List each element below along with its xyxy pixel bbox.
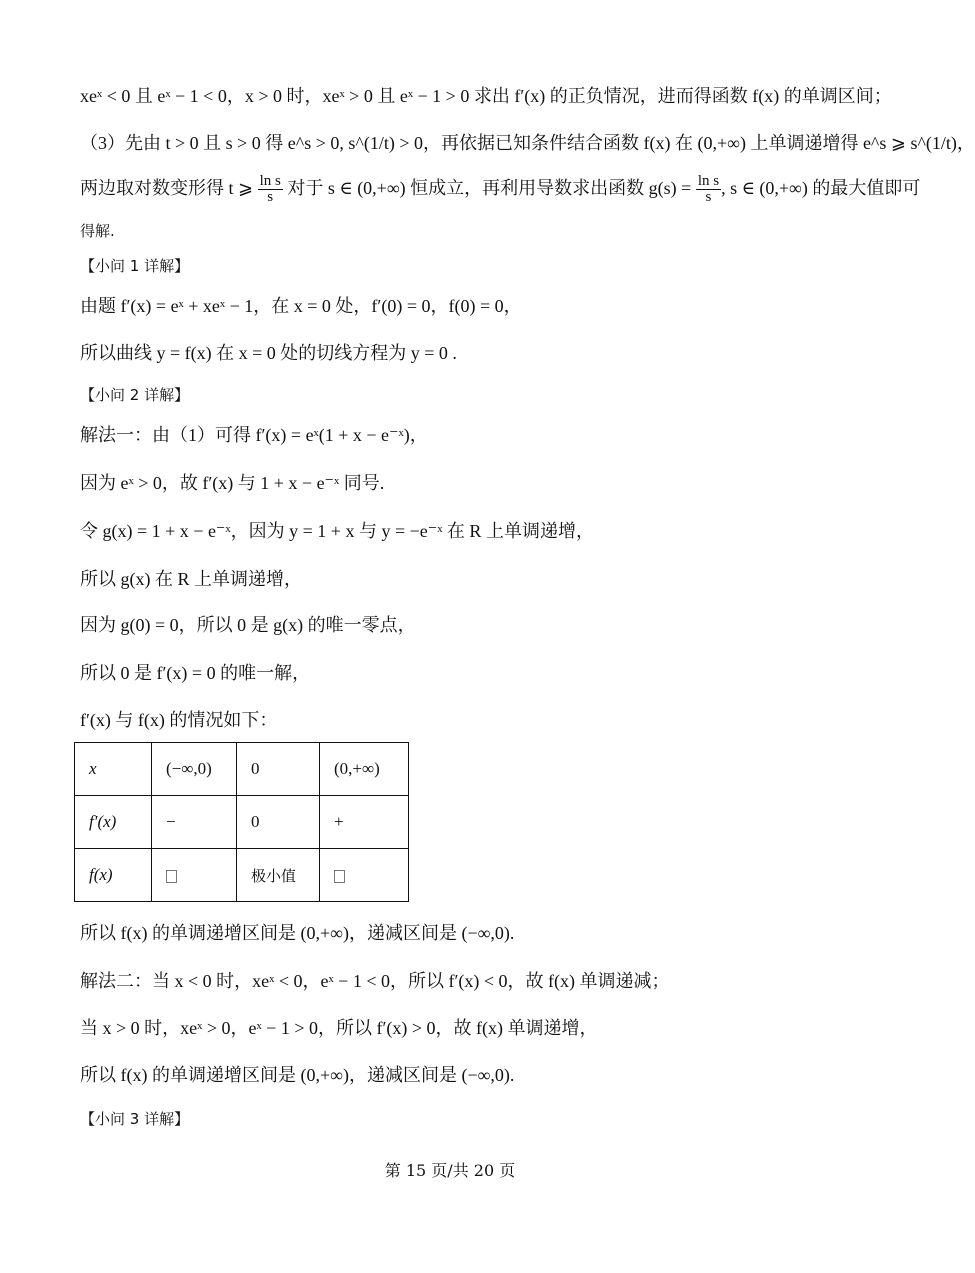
text-line-q2-11: 所以 f(x) 的单调递增区间是 (0,+∞)，递减区间是 (−∞,0). xyxy=(80,1065,515,1085)
text-line-q2-10: 当 x > 0 时，xeˣ > 0，eˣ − 1 > 0，所以 f′(x) > 0，故 f(x) 单调递增， xyxy=(80,1018,598,1038)
table-row xyxy=(75,849,409,902)
table-cell: − xyxy=(152,796,237,849)
table-cell: + xyxy=(320,796,409,849)
fraction-2-numerator: ln s xyxy=(697,172,720,189)
fraction-1-numerator: ln s xyxy=(259,172,281,189)
section-heading-3: 【小问 3 详解】 xyxy=(80,1110,190,1128)
text-line-q2-2: 因为 eˣ > 0，故 f′(x) 与 1 + x − e⁻ˣ 同号. xyxy=(80,473,385,493)
text-line-q2-6: 所以 0 是 f′(x) = 0 的唯一解， xyxy=(80,663,311,683)
page-footer: 第 15 页/共 20 页 xyxy=(384,1161,516,1180)
text-line-q2-7: f′(x) 与 f(x) 的情况如下： xyxy=(80,710,278,730)
text-line-q2-8: 所以 f(x) 的单调递增区间是 (0,+∞)，递减区间是 (−∞,0). xyxy=(80,923,515,943)
missing-glyph-icon xyxy=(334,870,345,883)
section-heading-1: 【小问 1 详解】 xyxy=(80,257,190,275)
fraction-ln-s-over-s-1 xyxy=(258,174,283,207)
text-line-q2-5: 因为 g(0) = 0，所以 0 是 g(x) 的唯一零点， xyxy=(80,615,416,635)
fraction-2-denominator: s xyxy=(705,189,712,206)
missing-glyph-icon xyxy=(166,870,177,883)
table-cell: 极小值 xyxy=(237,849,320,902)
table-cell: 0 xyxy=(237,743,320,796)
fraction-ln-s-over-s-2 xyxy=(696,174,721,207)
section-heading-2: 【小问 2 详解】 xyxy=(80,386,190,404)
table-row xyxy=(75,743,409,796)
table-cell: (−∞,0) xyxy=(152,743,237,796)
table-cell: x xyxy=(75,743,152,796)
text-line-q1-b: 所以曲线 y = f(x) 在 x = 0 处的切线方程为 y = 0 . xyxy=(80,343,457,363)
text-line-q2-1: 解法一：由（1）可得 f′(x) = eˣ(1 + x − e⁻ˣ)， xyxy=(80,425,428,445)
text-line-q2-4: 所以 g(x) 在 R 上单调递增， xyxy=(80,569,302,589)
text-line-4: 得解. xyxy=(80,222,115,240)
table-cell: f′(x) xyxy=(75,796,152,849)
text-line-q2-3: 令 g(x) = 1 + x − e⁻ˣ，因为 y = 1 + x 与 y = −e⁻ˣ 在 R 上单调递增， xyxy=(80,521,594,541)
table-row xyxy=(75,796,409,849)
fraction-1-denominator: s xyxy=(267,189,274,206)
text-line-3-post: , s ∈ (0,+∞) 的最大值即可 xyxy=(721,178,921,198)
table-cell xyxy=(152,849,237,902)
text-line-q1-a: 由题 f′(x) = eˣ + xeˣ − 1，在 x = 0 处，f′(0) = 0，f(0) = 0， xyxy=(80,296,522,316)
table-cell: 0 xyxy=(237,796,320,849)
text-line-2: （3）先由 t > 0 且 s > 0 得 e^s > 0, s^(1/t) > 0，再依据已知条件结合函数 f(x) 在 (0,+∞) 上单调递增得 e^s ⩾ s^(1/t)， xyxy=(80,133,975,153)
text-line-3-mid: 对于 s ∈ (0,+∞) 恒成立，再利用导数求出函数 g(s) = xyxy=(282,178,696,198)
table-cell: f(x) xyxy=(75,849,152,902)
text-line-3 xyxy=(80,168,921,208)
text-line-q2-9: 解法二：当 x < 0 时，xeˣ < 0，eˣ − 1 < 0，所以 f′(x) < 0，故 f(x) 单调递减； xyxy=(80,971,670,991)
table-cell: (0,+∞) xyxy=(320,743,409,796)
sign-table xyxy=(74,742,409,902)
table-cell xyxy=(320,849,409,902)
text-line-1: xeˣ < 0 且 eˣ − 1 < 0，x > 0 时，xeˣ > 0 且 eˣ − 1 > 0 求出 f′(x) 的正负情况，进而得函数 f(x) 的单调区间； xyxy=(80,86,892,106)
text-line-3-pre: 两边取对数变形得 t ⩾ xyxy=(80,178,258,198)
